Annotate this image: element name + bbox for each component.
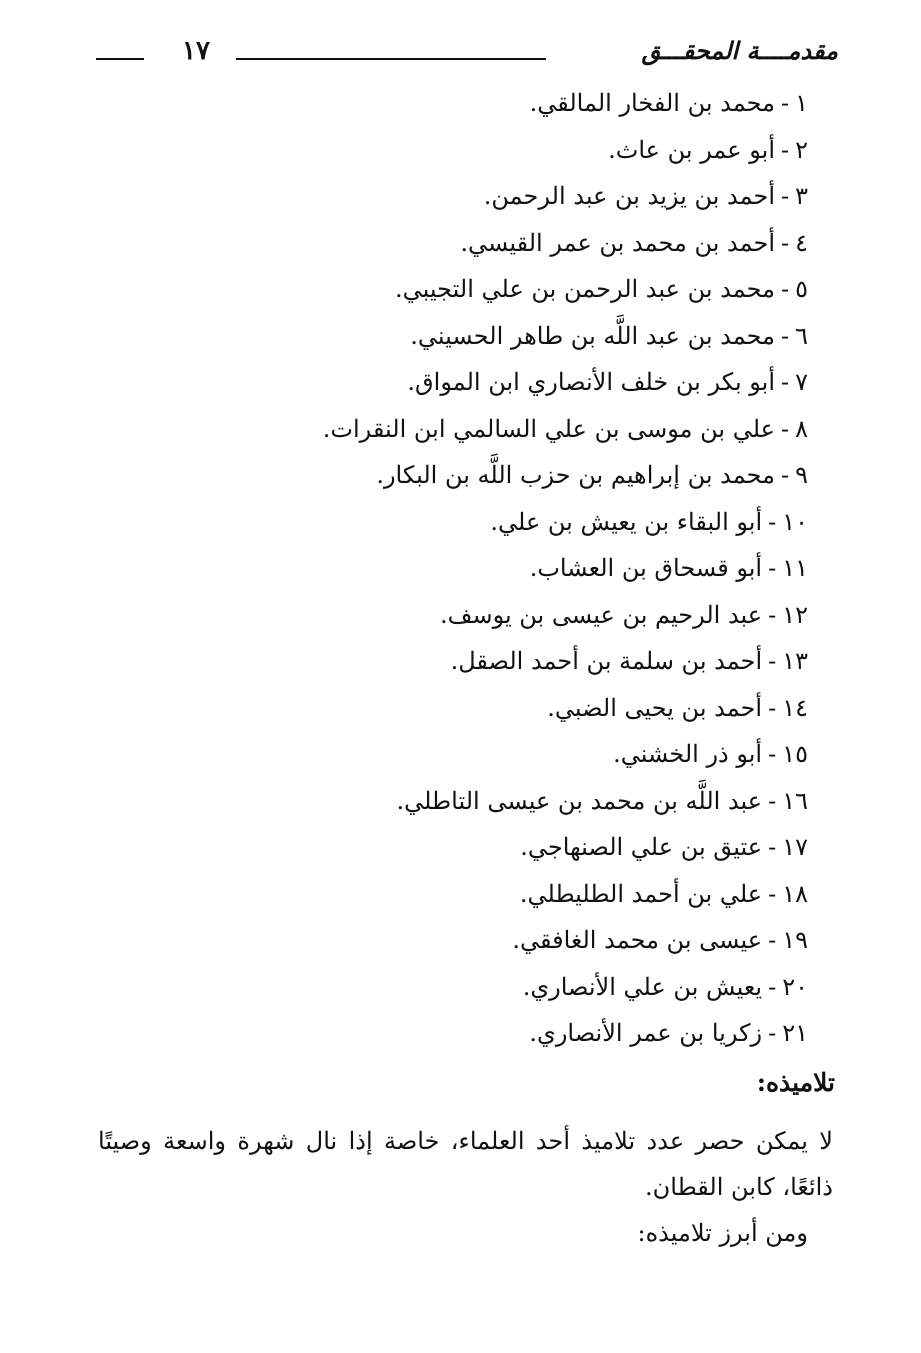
item-number: ١٦ — [782, 786, 808, 815]
item-number: ١٨ — [782, 879, 808, 908]
teacher-name: عتيق بن علي الصنهاجي. — [520, 833, 763, 861]
item-number: ١٢ — [782, 600, 808, 629]
item-number: ٢٠ — [782, 972, 808, 1001]
students-heading: تلاميذه: — [756, 1068, 835, 1097]
teacher-name: أحمد بن يحيى الضبي. — [547, 693, 763, 722]
teacher-list-item — [68, 173, 808, 220]
item-separator: - — [768, 554, 777, 582]
teacher-list-item — [68, 1010, 808, 1057]
teacher-name: أحمد بن سلمة بن أحمد الصقل. — [450, 647, 763, 675]
teacher-list-item — [68, 220, 808, 267]
item-separator: - — [781, 275, 790, 303]
item-separator: - — [768, 879, 777, 908]
item-number: ٢ — [795, 135, 808, 164]
teacher-name: أحمد بن محمد بن عمر القيسي. — [460, 228, 775, 257]
item-separator: - — [768, 833, 777, 861]
teacher-list-item — [68, 917, 808, 964]
teacher-list-item — [68, 359, 808, 406]
header-title: مقدمــــة المحقـــق — [641, 36, 838, 65]
item-number: ٤ — [795, 228, 808, 257]
teacher-list-item — [68, 545, 808, 592]
teacher-name: أبو عمر بن عاث. — [608, 135, 775, 164]
item-number: ٧ — [795, 368, 808, 396]
teacher-list-item — [68, 685, 808, 732]
item-separator: - — [781, 321, 790, 350]
item-separator: - — [781, 414, 790, 443]
item-separator: - — [781, 182, 790, 210]
item-separator: - — [768, 600, 777, 629]
students-paragraph: لا يمكن حصر عدد تلاميذ أحد العلماء، خاصة إذا نال شهرة واسعة وصيتًا ذائعًا، كابن القطان. — [98, 1127, 833, 1201]
item-separator: - — [768, 1019, 777, 1047]
teacher-list-item — [68, 731, 808, 778]
item-number: ٨ — [795, 414, 808, 443]
teacher-name: محمد بن عبد الرحمن بن علي التجيبي. — [395, 275, 775, 303]
item-separator: - — [768, 786, 777, 815]
item-separator: - — [781, 135, 790, 164]
teacher-list-item — [68, 80, 808, 127]
item-separator: - — [768, 647, 777, 675]
item-number: ١١ — [782, 554, 808, 582]
item-number: ٦ — [795, 321, 808, 350]
teacher-name: محمد بن عبد اللَّه بن طاهر الحسيني. — [410, 321, 775, 350]
teacher-list-item — [68, 266, 808, 313]
teacher-name: أبو قسحاق بن العشاب. — [529, 554, 763, 582]
teacher-name: عبد الرحيم بن عيسى بن يوسف. — [439, 600, 763, 629]
item-number: ٣ — [795, 182, 808, 210]
teacher-name: زكريا بن عمر الأنصاري. — [529, 1019, 763, 1047]
item-number: ١٠ — [782, 507, 808, 536]
item-number: ٥ — [795, 275, 808, 303]
teacher-list-item — [68, 127, 808, 174]
item-number: ١٤ — [782, 693, 808, 722]
item-number: ١٧ — [782, 833, 808, 861]
teacher-name: عيسى بن محمد الغافقي. — [512, 926, 763, 954]
teacher-list-item — [68, 964, 808, 1011]
item-number: ١٥ — [782, 740, 808, 768]
teacher-list-item — [68, 406, 808, 453]
teacher-list-item — [68, 638, 808, 685]
item-separator: - — [781, 89, 790, 117]
teacher-list-item — [68, 452, 808, 499]
item-separator: - — [781, 368, 790, 396]
teacher-list-item — [68, 592, 808, 639]
teacher-name: أبو بكر بن خلف الأنصاري ابن المواق. — [407, 368, 775, 396]
item-separator: - — [768, 926, 777, 954]
teachers-list — [68, 80, 808, 1057]
teacher-list-item — [68, 778, 808, 825]
teacher-list-item — [68, 499, 808, 546]
item-number: ٩ — [795, 461, 808, 489]
teacher-name: أبو البقاء بن يعيش بن علي. — [490, 507, 763, 536]
teacher-name: أحمد بن يزيد بن عبد الرحمن. — [483, 182, 775, 210]
page-number: ١٧ — [182, 36, 210, 66]
header-rule-short — [96, 58, 144, 60]
item-separator: - — [781, 461, 790, 489]
teacher-name: علي بن موسى بن علي السالمي ابن النقرات. — [322, 414, 775, 443]
header-rule-long — [236, 58, 546, 60]
teacher-name: عبد اللَّه بن محمد بن عيسى التاطلي. — [396, 786, 763, 815]
item-number: ١٩ — [782, 926, 808, 954]
item-separator: - — [781, 228, 790, 257]
teacher-list-item — [68, 824, 808, 871]
item-separator: - — [768, 693, 777, 722]
teacher-name: يعيش بن علي الأنصاري. — [522, 972, 763, 1001]
item-separator: - — [768, 972, 777, 1001]
students-intro: ومن أبرز تلاميذه: — [637, 1219, 808, 1247]
item-separator: - — [768, 507, 777, 536]
item-separator: - — [768, 740, 777, 768]
teacher-name: محمد بن إبراهيم بن حزب اللَّه بن البكار. — [376, 461, 775, 489]
teacher-list-item — [68, 313, 808, 360]
item-number: ٢١ — [782, 1019, 808, 1047]
teacher-name: أبو ذر الخشني. — [613, 740, 763, 768]
item-number: ١٣ — [782, 647, 808, 675]
teacher-name: محمد بن الفخار المالقي. — [529, 89, 775, 117]
teacher-list-item — [68, 871, 808, 918]
teacher-name: علي بن أحمد الطليطلي. — [519, 879, 763, 908]
running-header — [96, 34, 838, 74]
item-number: ١ — [795, 89, 808, 117]
